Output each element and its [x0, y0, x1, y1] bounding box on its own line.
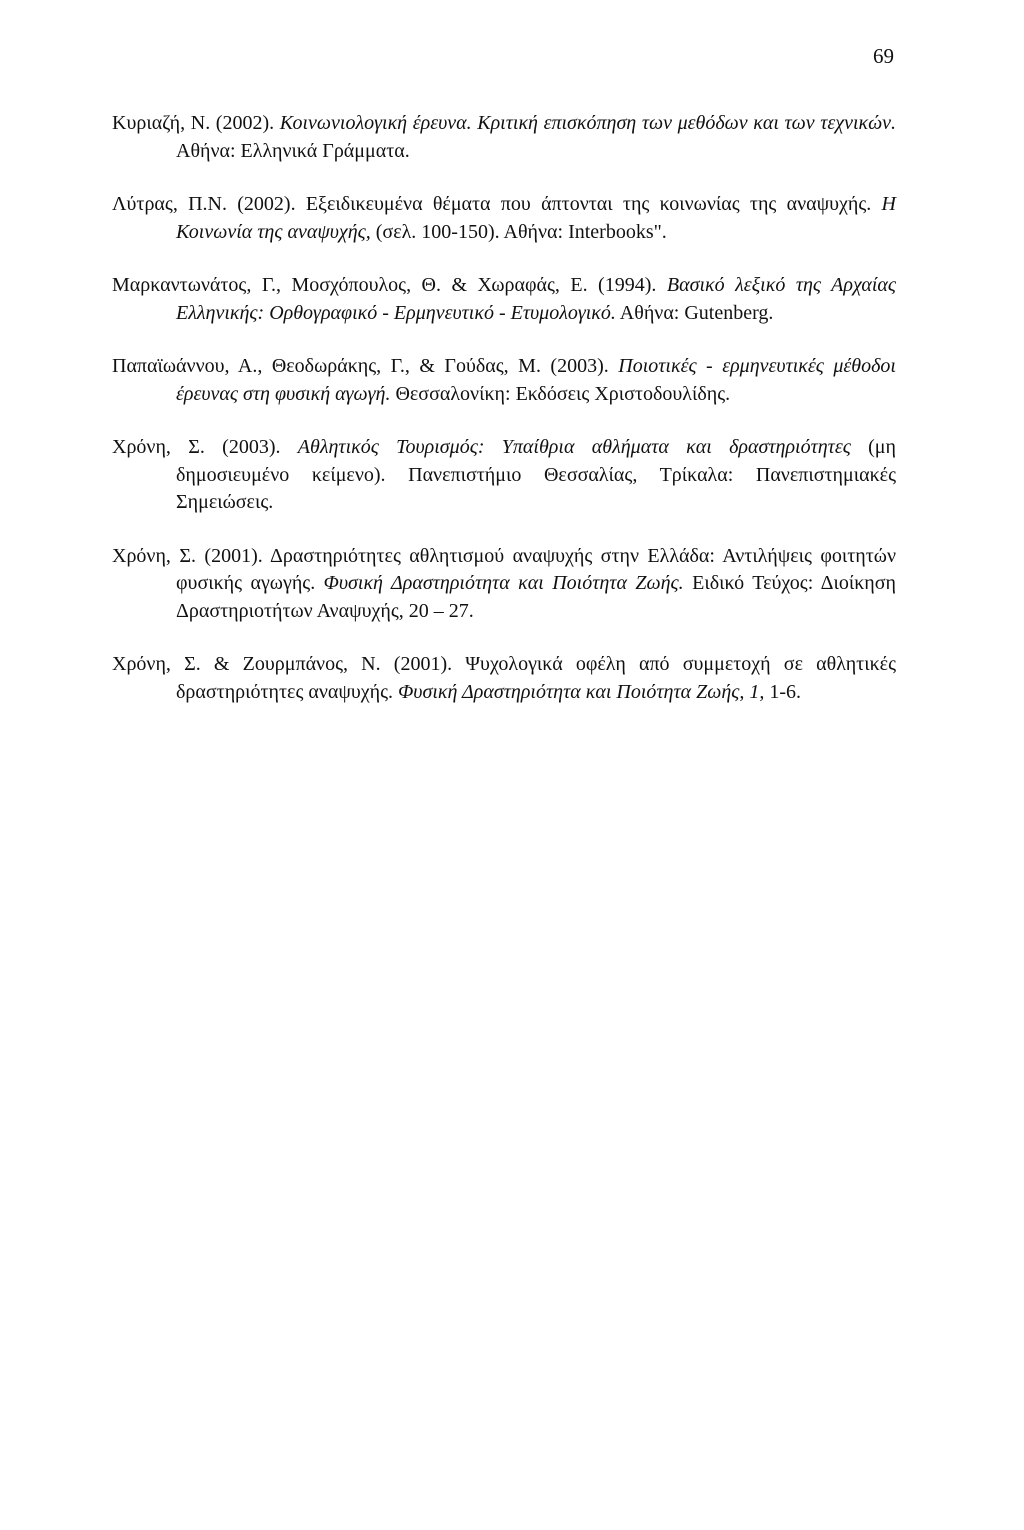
reference-text: Μαρκαντωνάτος, Γ., Μοσχόπουλος, Θ. & Χωραφάς, Ε. (1994). [112, 274, 667, 296]
reference-text: Αθήνα: Gutenberg. [615, 301, 774, 324]
page-number: 69 [873, 44, 894, 68]
reference-text: (σελ. 100-150). Αθήνα: Interbooks". [370, 220, 667, 243]
reference-text: Λύτρας, Π.Ν. (2002). Εξειδικευμένα θέματα που άπτονται της κοινωνίας της αναψυχής. [112, 193, 882, 215]
reference-text: Χρόνη, Σ. (2001). Δραστηριότητες αθλητισμού αναψυχής στην Ελλάδα: Αντιλήψεις φοιτητών φυσικής αγωγής. [112, 544, 896, 594]
reference-text: 1-6. [764, 680, 802, 703]
reference-entry [112, 272, 896, 327]
reference-text: (μη δημοσιευμένο κείμενο). Πανεπιστήμιο Θεσσαλίας, Τρίκαλα: Πανεπιστημιακές Σημειώσεις. [176, 436, 896, 513]
reference-entry [112, 651, 896, 706]
reference-text: Χρόνη, Σ. & Ζουρμπάνος, Ν. (2001). Ψυχολογικά οφέλη από συμμετοχή σε αθλητικές δραστηριότητες αναψυχής. [112, 653, 896, 703]
reference-title: Κοινωνιολογική έρευνα. Κριτική επισκόπηση των μεθόδων και των τεχνικών. [279, 112, 896, 134]
reference-entry [112, 434, 896, 517]
reference-entry [112, 353, 896, 408]
reference-entry [112, 543, 896, 626]
reference-title: Η Κοινωνία της αναψυχής, [176, 193, 896, 243]
reference-title: Αθλητικός Τουρισμός: Υπαίθρια αθλήματα και δραστηριότητες [297, 436, 851, 458]
reference-title: Βασικό λεξικό της Αρχαίας Ελληνικής: Ορθογραφικό - Ερμηνευτικό - Ετυμολογικό. [176, 274, 896, 324]
reference-text: Χρόνη, Σ. (2003). [112, 436, 298, 458]
reference-entry [112, 191, 896, 246]
reference-text: Θεσσαλονίκη: Εκδόσεις Χριστοδουλίδης. [390, 382, 731, 405]
reference-text: Ειδικό Τεύχος: Διοίκηση Δραστηριοτήτων Αναψυχής, 20 – 27. [176, 572, 897, 622]
reference-text: Αθήνα: Ελληνικά Γράμματα. [176, 139, 410, 162]
reference-title: Φυσική Δραστηριότητα και Ποιότητα Ζωής, 1, [398, 680, 765, 703]
reference-entry [112, 110, 896, 165]
reference-title: Φυσική Δραστηριότητα και Ποιότητα Ζωής. [323, 572, 684, 594]
reference-text: Παπαϊωάννου, Α., Θεοδωράκης, Γ., & Γούδας, Μ. (2003). [112, 355, 619, 377]
reference-text: Κυριαζή, Ν. (2002). [112, 112, 280, 134]
reference-list [112, 110, 896, 732]
reference-title: Ποιοτικές - ερμηνευτικές μέθοδοι έρευνας στη φυσική αγωγή. [176, 355, 896, 405]
